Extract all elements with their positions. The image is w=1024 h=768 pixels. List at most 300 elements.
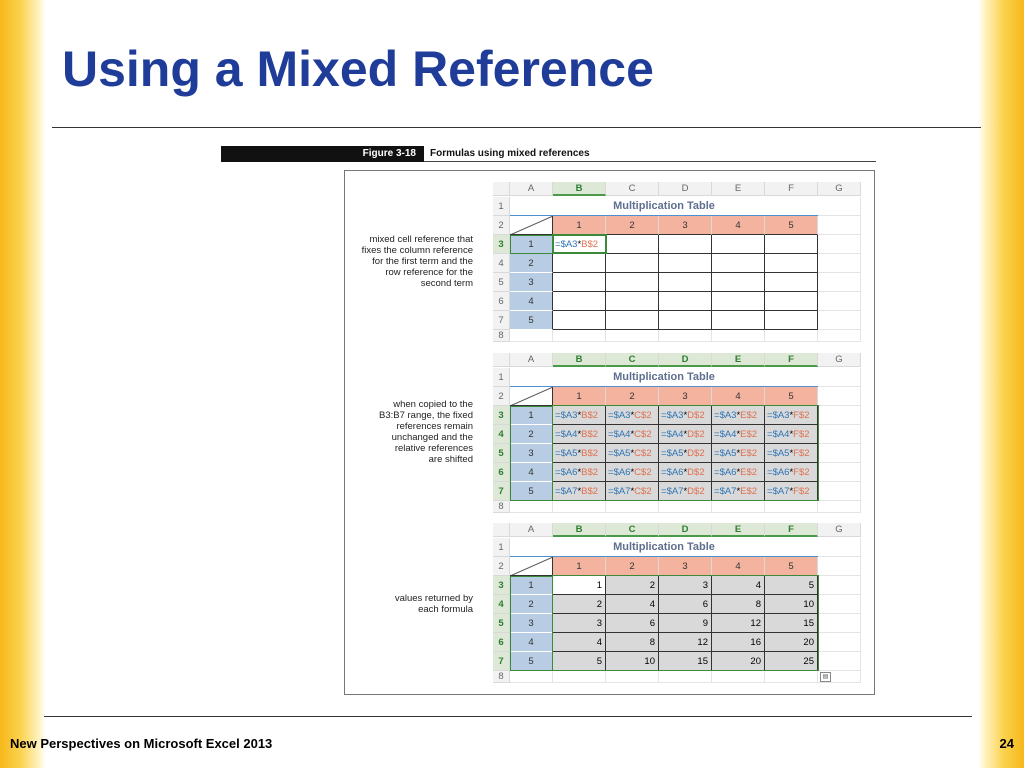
formula-cell[interactable] (606, 254, 659, 273)
formula-part: C$2 (634, 410, 652, 421)
row-header[interactable]: 2 (493, 557, 510, 576)
row-label-cell[interactable]: 5 (510, 652, 553, 671)
cell[interactable] (765, 330, 818, 342)
formula-cell[interactable] (712, 425, 765, 444)
value-cell[interactable]: 12 (712, 614, 765, 633)
formula-cell[interactable] (659, 254, 712, 273)
value-cell[interactable]: 5 (553, 652, 606, 671)
formula-part: E$2 (740, 448, 758, 459)
row-label-cell[interactable]: 3 (510, 273, 553, 292)
formula-part: = (608, 410, 614, 421)
footer-divider (44, 716, 972, 717)
row-header[interactable]: 7 (493, 311, 510, 330)
cell[interactable] (712, 330, 765, 342)
value-cell[interactable]: 3 (553, 614, 606, 633)
row-header[interactable]: 5 (493, 273, 510, 292)
column-header[interactable]: D (659, 182, 712, 196)
formula-part: $A3 (772, 410, 790, 421)
row-label-cell[interactable]: 2 (510, 595, 553, 614)
formula-part: E$2 (740, 486, 758, 497)
formula-part: * (577, 239, 582, 250)
select-all-corner[interactable] (493, 353, 510, 367)
formula-part: = (661, 467, 667, 478)
column-header[interactable]: C (606, 182, 659, 196)
formula-part: * (630, 486, 635, 497)
formula-part: D$2 (687, 448, 705, 459)
formula-part: $A5 (613, 448, 631, 459)
formula-part: = (661, 448, 667, 459)
select-all-corner[interactable] (493, 523, 510, 537)
formula-cell[interactable] (712, 311, 765, 330)
formula-part: = (608, 448, 614, 459)
formula-cell[interactable] (553, 425, 606, 444)
formula-part: * (683, 467, 688, 478)
formula-cell[interactable] (659, 463, 712, 482)
cell[interactable] (818, 387, 861, 406)
value-cell[interactable]: 12 (659, 633, 712, 652)
row-header[interactable]: 2 (493, 216, 510, 235)
cell[interactable] (765, 501, 818, 513)
formula-part: * (630, 410, 635, 421)
column-header[interactable]: A (510, 523, 553, 537)
diagonal-line-icon (510, 216, 553, 235)
formula-part: F$2 (793, 467, 810, 478)
row-label-cell[interactable]: 4 (510, 292, 553, 311)
column-header[interactable]: E (712, 182, 765, 196)
formula-cell[interactable] (606, 292, 659, 311)
row-header[interactable]: 8 (493, 330, 510, 342)
formula-cell[interactable] (553, 254, 606, 273)
formula-part: = (661, 429, 667, 440)
formula-part: $A7 (613, 486, 631, 497)
formula-cell[interactable] (553, 235, 606, 254)
formula-part: C$2 (634, 486, 652, 497)
formula-cell[interactable] (553, 292, 606, 311)
value-cell[interactable]: 8 (606, 633, 659, 652)
right-accent-band (978, 0, 1024, 768)
formula-part: = (661, 486, 667, 497)
row-header[interactable]: 1 (493, 197, 510, 216)
row-header[interactable]: 3 (493, 406, 510, 425)
formula-part: * (789, 448, 794, 459)
column-label-cell[interactable]: 1 (553, 557, 606, 576)
formula-part: * (683, 486, 688, 497)
formula-cell[interactable] (606, 444, 659, 463)
value-cell[interactable]: 5 (765, 576, 818, 595)
formula-part: = (608, 486, 614, 497)
column-header[interactable]: G (818, 182, 861, 196)
value-cell[interactable]: 6 (606, 614, 659, 633)
cell[interactable] (818, 652, 861, 671)
formula-part: E$2 (740, 467, 758, 478)
column-header[interactable]: B (553, 353, 606, 367)
formula-part: = (767, 448, 773, 459)
cell[interactable] (510, 330, 553, 342)
formula-part: = (661, 410, 667, 421)
row-label-cell[interactable]: 3 (510, 444, 553, 463)
table-title[interactable]: Multiplication Table (510, 197, 818, 216)
row-label-cell[interactable]: 2 (510, 254, 553, 273)
column-label-cell[interactable]: 5 (765, 216, 818, 235)
formula-cell[interactable] (606, 235, 659, 254)
row-header[interactable]: 4 (493, 425, 510, 444)
formula-part: $A4 (666, 429, 684, 440)
row-header[interactable]: 5 (493, 444, 510, 463)
formula-part: C$2 (634, 429, 652, 440)
formula-part: = (767, 486, 773, 497)
formula-part: C$2 (634, 467, 652, 478)
title-divider (52, 127, 981, 128)
formula-part: $A6 (719, 467, 737, 478)
formula-part: * (630, 448, 635, 459)
formula-cell[interactable] (765, 311, 818, 330)
cell[interactable] (818, 330, 861, 342)
value-cell[interactable]: 15 (765, 614, 818, 633)
cell[interactable] (818, 444, 861, 463)
formula-part: B$2 (581, 467, 599, 478)
column-label-cell[interactable]: 2 (606, 216, 659, 235)
formula-cell[interactable] (553, 406, 606, 425)
formula-part: * (789, 486, 794, 497)
cell[interactable] (553, 671, 606, 683)
formula-cell[interactable] (606, 482, 659, 501)
formula-part: $A5 (719, 448, 737, 459)
cell[interactable] (818, 292, 861, 311)
cell[interactable] (818, 501, 861, 513)
formula-cell[interactable] (712, 292, 765, 311)
column-label-cell[interactable]: 2 (606, 387, 659, 406)
formula-part: = (555, 429, 561, 440)
formula-cell[interactable] (712, 444, 765, 463)
formula-part: $A6 (666, 467, 684, 478)
formula-cell[interactable] (553, 311, 606, 330)
formula-part: = (767, 429, 773, 440)
formula-cell[interactable] (553, 444, 606, 463)
formula-part: * (789, 429, 794, 440)
formula-cell[interactable] (659, 235, 712, 254)
formula-part: C$2 (634, 448, 652, 459)
cell[interactable] (659, 330, 712, 342)
formula-cell[interactable] (606, 463, 659, 482)
formula-part: B$2 (581, 486, 599, 497)
formula-part: B$2 (581, 429, 599, 440)
formula-cell[interactable] (659, 292, 712, 311)
cell[interactable] (818, 463, 861, 482)
row-label-cell[interactable]: 1 (510, 235, 553, 254)
formula-part: = (714, 486, 720, 497)
formula-part: F$2 (793, 429, 810, 440)
cell[interactable] (818, 197, 861, 216)
row-header[interactable]: 6 (493, 463, 510, 482)
row-label-cell[interactable]: 4 (510, 633, 553, 652)
formula-cell[interactable] (712, 235, 765, 254)
column-header[interactable]: F (765, 353, 818, 367)
row-header[interactable]: 7 (493, 482, 510, 501)
formula-cell[interactable] (712, 273, 765, 292)
formula-part: = (767, 467, 773, 478)
formula-cell[interactable] (659, 444, 712, 463)
value-cell[interactable]: 2 (606, 576, 659, 595)
column-label-cell[interactable]: 4 (712, 557, 765, 576)
cell[interactable] (510, 501, 553, 513)
formula-part: $A7 (772, 486, 790, 497)
value-cell[interactable]: 20 (712, 652, 765, 671)
formula-part: = (767, 410, 773, 421)
formula-part: = (714, 429, 720, 440)
cell[interactable] (712, 501, 765, 513)
value-cell[interactable]: 20 (765, 633, 818, 652)
column-header[interactable]: A (510, 182, 553, 196)
column-label-cell[interactable]: 3 (659, 387, 712, 406)
formula-cell[interactable] (765, 273, 818, 292)
table-title[interactable]: Multiplication Table (510, 368, 818, 387)
formula-cell[interactable] (553, 273, 606, 292)
figure-number-box (221, 146, 424, 162)
cell[interactable] (818, 633, 861, 652)
formula-part: $A7 (666, 486, 684, 497)
diagonal-corner-cell[interactable] (510, 557, 553, 576)
formula-part: F$2 (793, 486, 810, 497)
row-header[interactable]: 3 (493, 576, 510, 595)
annotation-values-returned: values returned by each formula (394, 593, 473, 615)
formula-part: $A4 (719, 429, 737, 440)
column-header[interactable]: D (659, 353, 712, 367)
formula-part: * (683, 410, 688, 421)
cell[interactable] (818, 273, 861, 292)
value-cell[interactable]: 16 (712, 633, 765, 652)
formula-part: * (630, 429, 635, 440)
formula-cell[interactable] (659, 311, 712, 330)
cell[interactable] (659, 501, 712, 513)
formula-part: * (789, 467, 794, 478)
row-header[interactable]: 3 (493, 235, 510, 254)
cell[interactable] (510, 671, 553, 683)
formula-part: * (577, 467, 582, 478)
column-header[interactable]: B (553, 182, 606, 196)
formula-part: * (577, 448, 582, 459)
formula-cell[interactable] (659, 482, 712, 501)
column-label-cell[interactable]: 3 (659, 557, 712, 576)
formula-cell[interactable] (606, 273, 659, 292)
formula-part: D$2 (687, 429, 705, 440)
diagonal-corner-cell[interactable] (510, 216, 553, 235)
cell[interactable] (818, 216, 861, 235)
row-header[interactable]: 1 (493, 538, 510, 557)
formula-part: $A4 (613, 429, 631, 440)
cell[interactable] (818, 538, 861, 557)
row-label-cell[interactable]: 4 (510, 463, 553, 482)
row-header[interactable]: 4 (493, 254, 510, 273)
formula-part: B$2 (581, 239, 599, 250)
row-header[interactable]: 6 (493, 292, 510, 311)
cell[interactable] (818, 235, 861, 254)
formula-cell[interactable] (553, 463, 606, 482)
formula-part: $A5 (772, 448, 790, 459)
cell[interactable] (553, 501, 606, 513)
diagonal-line-icon (510, 387, 553, 406)
formula-part: = (555, 448, 561, 459)
cell[interactable] (606, 671, 659, 683)
column-label-cell[interactable]: 4 (712, 216, 765, 235)
formula-part: $A3 (560, 239, 578, 250)
cell[interactable] (818, 368, 861, 387)
value-cell[interactable]: 10 (606, 652, 659, 671)
formula-part: B$2 (581, 448, 599, 459)
column-label-cell[interactable]: 5 (765, 557, 818, 576)
cell[interactable] (553, 330, 606, 342)
formula-part: = (714, 448, 720, 459)
cell[interactable] (606, 501, 659, 513)
formula-cell[interactable] (606, 311, 659, 330)
formula-part: = (608, 467, 614, 478)
formula-cell[interactable] (712, 406, 765, 425)
cell[interactable] (712, 671, 765, 683)
column-header[interactable]: C (606, 523, 659, 537)
column-header[interactable]: A (510, 353, 553, 367)
value-cell[interactable]: 8 (712, 595, 765, 614)
column-header[interactable]: F (765, 182, 818, 196)
cell[interactable] (765, 671, 818, 683)
row-header[interactable]: 1 (493, 368, 510, 387)
formula-cell[interactable] (765, 292, 818, 311)
formula-part: $A3 (613, 410, 631, 421)
formula-part: * (577, 486, 582, 497)
formula-part: B$2 (581, 410, 599, 421)
column-label-cell[interactable]: 2 (606, 557, 659, 576)
column-label-cell[interactable]: 3 (659, 216, 712, 235)
formula-part: D$2 (687, 410, 705, 421)
column-label-cell[interactable]: 1 (553, 216, 606, 235)
row-header[interactable]: 6 (493, 633, 510, 652)
formula-part: * (630, 467, 635, 478)
row-header[interactable]: 4 (493, 595, 510, 614)
row-label-cell[interactable]: 1 (510, 406, 553, 425)
value-cell[interactable]: 9 (659, 614, 712, 633)
column-header[interactable]: F (765, 523, 818, 537)
formula-cell[interactable] (765, 235, 818, 254)
formula-cell[interactable] (606, 406, 659, 425)
value-cell[interactable]: 1 (553, 576, 606, 595)
formula-part: * (736, 429, 741, 440)
paste-options-icon[interactable]: ▤ (820, 672, 831, 682)
cell[interactable] (818, 576, 861, 595)
cell[interactable] (818, 406, 861, 425)
formula-part: F$2 (793, 410, 810, 421)
formula-cell[interactable] (765, 406, 818, 425)
value-cell[interactable]: 6 (659, 595, 712, 614)
formula-part: * (736, 467, 741, 478)
cell[interactable] (818, 614, 861, 633)
cell[interactable] (606, 330, 659, 342)
value-cell[interactable]: 4 (712, 576, 765, 595)
page-number: 24 (999, 736, 1014, 751)
formula-cell[interactable] (765, 482, 818, 501)
formula-part: = (555, 486, 561, 497)
column-label-cell[interactable]: 5 (765, 387, 818, 406)
column-header[interactable]: D (659, 523, 712, 537)
value-cell[interactable]: 3 (659, 576, 712, 595)
left-accent-band (0, 0, 46, 768)
cell[interactable] (818, 311, 861, 330)
formula-cell[interactable] (765, 444, 818, 463)
diagonal-corner-cell[interactable] (510, 387, 553, 406)
column-header[interactable]: G (818, 523, 861, 537)
formula-part: * (683, 429, 688, 440)
formula-part: $A6 (560, 467, 578, 478)
column-label-cell[interactable]: 4 (712, 387, 765, 406)
value-cell[interactable]: 25 (765, 652, 818, 671)
formula-cell[interactable] (712, 254, 765, 273)
value-cell[interactable]: 4 (606, 595, 659, 614)
value-cell[interactable]: 10 (765, 595, 818, 614)
formula-part: D$2 (687, 486, 705, 497)
formula-part: $A6 (613, 467, 631, 478)
row-label-cell[interactable]: 5 (510, 482, 553, 501)
row-label-cell[interactable]: 1 (510, 576, 553, 595)
table-title[interactable]: Multiplication Table (510, 538, 818, 557)
formula-cell[interactable] (765, 463, 818, 482)
formula-cell[interactable] (659, 273, 712, 292)
value-cell[interactable]: 2 (553, 595, 606, 614)
row-label-cell[interactable]: 3 (510, 614, 553, 633)
value-cell[interactable]: 4 (553, 633, 606, 652)
row-header[interactable]: 8 (493, 501, 510, 513)
slide-title: Using a Mixed Reference (62, 41, 654, 97)
column-header[interactable]: G (818, 353, 861, 367)
cell[interactable] (818, 482, 861, 501)
row-label-cell[interactable]: 2 (510, 425, 553, 444)
formula-part: D$2 (687, 467, 705, 478)
formula-part: F$2 (793, 448, 810, 459)
diagonal-line-icon (510, 557, 553, 576)
row-label-cell[interactable]: 5 (510, 311, 553, 330)
formula-cell[interactable] (553, 482, 606, 501)
row-header[interactable]: 7 (493, 652, 510, 671)
figure-header (221, 146, 876, 162)
formula-cell[interactable] (659, 406, 712, 425)
formula-cell[interactable] (659, 425, 712, 444)
value-cell[interactable]: 15 (659, 652, 712, 671)
formula-cell[interactable] (712, 482, 765, 501)
row-header[interactable]: 8 (493, 671, 510, 683)
select-all-corner[interactable] (493, 182, 510, 196)
formula-part: = (714, 410, 720, 421)
cell[interactable] (659, 671, 712, 683)
cell[interactable] (818, 425, 861, 444)
cell[interactable] (818, 595, 861, 614)
formula-part: = (555, 467, 561, 478)
formula-cell[interactable] (712, 463, 765, 482)
formula-part: $A4 (560, 429, 578, 440)
formula-cell[interactable] (765, 425, 818, 444)
formula-cell[interactable] (606, 425, 659, 444)
column-header[interactable]: B (553, 523, 606, 537)
formula-part: E$2 (740, 429, 758, 440)
row-header[interactable]: 2 (493, 387, 510, 406)
row-header[interactable]: 5 (493, 614, 510, 633)
figure-caption: Formulas using mixed references (430, 148, 590, 159)
column-header[interactable]: E (712, 353, 765, 367)
formula-part: * (683, 448, 688, 459)
cell[interactable] (818, 254, 861, 273)
cell[interactable] (818, 557, 861, 576)
footer-text: New Perspectives on Microsoft Excel 2013 (10, 736, 273, 751)
column-header[interactable]: E (712, 523, 765, 537)
formula-cell[interactable] (765, 254, 818, 273)
column-label-cell[interactable]: 1 (553, 387, 606, 406)
formula-part: = (714, 467, 720, 478)
column-header[interactable]: C (606, 353, 659, 367)
